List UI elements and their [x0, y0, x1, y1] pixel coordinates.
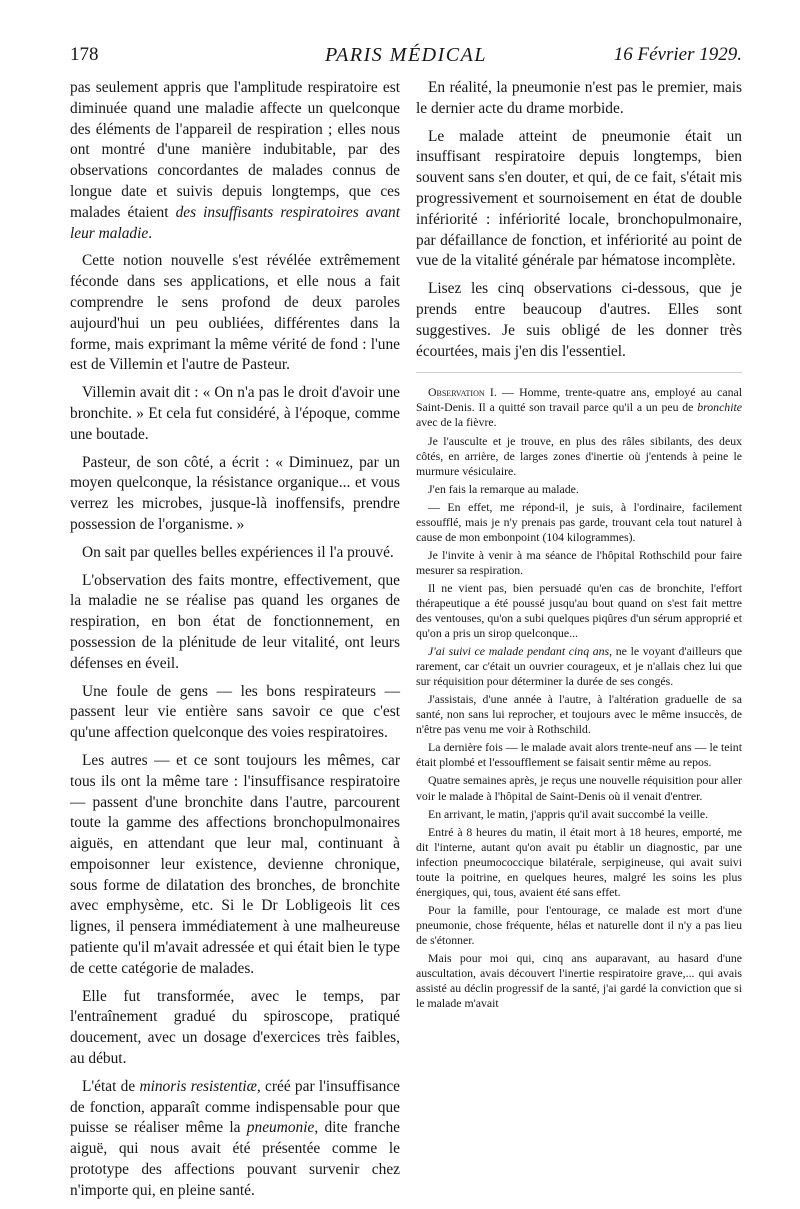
- italic-text: bronchite: [697, 400, 742, 415]
- paragraph: [416, 78, 742, 120]
- text-run: , dite franche aiguë, qui nous avait été présentée comme le prototype des affections pouvant survenir chez n'importe qui, en pleine santé.: [70, 1119, 400, 1199]
- italic-text: des insuffisants respiratoires avant leur maladie: [70, 203, 400, 242]
- text-run: Elle fut transformée, avec le temps, par l'entraînement gradué du spiroscope, pratiqué doucement, avec un dosage d'exercices très faibles, au début.: [70, 987, 400, 1068]
- observation-paragraph: [416, 548, 742, 578]
- text-run: — Homme, trente-quatre ans, employé au canal Saint-Denis. Il a quitté son travail parce qu'il a un peu de: [416, 385, 742, 415]
- text-run: Les autres — et ce sont toujours les mêmes, car tous ils ont la même tare : l'insuffisance respiratoire — passent d'une bronchite dans l'autre, parcourent toute la gamme des affections bronchopulmonaires aiguës, en attendant que leur mal, continuant à empoisonner leur existence, devienne chronique, sous forme de dilatation des bronches, de bronchite avec emphysème, etc. Si le Dr Lobligeois lit ces lignes, il pensera immédiatement à une malheureuse patiente qu'il m'avait adressée et qui était bien le type de cette catégorie de malades.: [70, 751, 400, 977]
- observation-paragraph: [416, 773, 742, 803]
- observation-paragraph: [416, 644, 742, 689]
- observation-paragraph: [416, 692, 742, 737]
- section-divider: [416, 372, 742, 373]
- text-run: En arrivant, le matin, j'appris qu'il avait succombé la veille.: [428, 806, 709, 821]
- paragraph: [70, 543, 400, 564]
- paragraph: [416, 279, 742, 362]
- paragraph: [416, 127, 742, 273]
- observation-paragraph: [416, 807, 742, 822]
- text-run: .: [148, 224, 153, 242]
- text-run: En réalité, la pneumonie n'est pas le premier, mais le dernier acte du drame morbide.: [416, 79, 742, 117]
- page-number: 178: [70, 44, 99, 65]
- observation-paragraph: [416, 482, 742, 497]
- text-run: On sait par quelles belles expériences il l'a prouvé.: [82, 543, 394, 561]
- text-run: Villemin avait dit : « On n'a pas le droit d'avoir une bronchite. » Et cela fut considéré, à l'époque, comme une boutade.: [70, 384, 400, 443]
- text-run: Le malade atteint de pneumonie était un insuffisant respiratoire depuis longtemps, bien souvent sans s'en douter, et qui, de ce fait, s'était mis progressivement et sournoisement en état de double infériorité : infériorité locale, bronchopulmonaire, par défaillance de fonction, et infériorité au point de vue de la vitalité générale par hématose incomplète.: [416, 127, 742, 270]
- text-run: Il ne vient pas, bien persuadé qu'en cas de bronchite, l'effort thérapeutique a été poussé jusqu'au bout quand on s'est fait mettre des ventouses, qu'on a subi quelques piqûres d'un sérum approprié et qu'on a pris un sirop quelconque...: [416, 580, 742, 641]
- journal-title: PARIS MÉDICAL: [325, 44, 487, 66]
- observation-heading: Observation I.: [428, 385, 497, 400]
- paragraph: [70, 571, 400, 675]
- text-run: Je l'invite à venir à ma séance de l'hôpital Rothschild pour faire mesurer sa respiration.: [416, 547, 742, 577]
- italic-text: J'ai suivi ce malade pendant cinq ans: [428, 644, 610, 659]
- text-run: Pour la famille, pour l'entourage, ce malade est mort d'une pneumonie, chose fréquente, hélas et naturelle dont il n'y a pas lieu de s'étonner.: [416, 902, 742, 947]
- text-run: La dernière fois — le malade avait alors trente-neuf ans — le teint était plombé et l'essoufflement se faisait sentir même au repos.: [416, 740, 742, 770]
- paragraph: [70, 78, 400, 244]
- text-run: L'état de: [82, 1077, 140, 1095]
- right-column-body: [416, 78, 742, 362]
- paragraph: [70, 1077, 400, 1202]
- text-run: J'assistais, d'une année à l'autre, à l'altération graduelle de sa santé, non sans lui reprocher, et toujours avec le même insuccès, de n'être pas venu me voir à Rothschild.: [416, 692, 742, 737]
- text-run: J'en fais la remarque au malade.: [428, 481, 579, 496]
- text-run: Pasteur, de son côté, a écrit : « Diminuez, par un moyen quelconque, la résistance organique... et vous verrez les microbes, jusque-là inoffensifs, prendre possession de l'organisme. »: [70, 453, 400, 533]
- text-run: Mais pour moi qui, cinq ans auparavant, au hasard d'une auscultation, avais découvert l'inertie respiratoire grave,... qui avais assisté au déclin progressif de la santé, j'ai gardé la conviction que si le malade m'avait: [416, 951, 742, 1011]
- paragraph: [70, 987, 400, 1070]
- paragraph: [70, 251, 400, 376]
- text-run: avec de la fièvre.: [416, 415, 497, 430]
- paragraph: [70, 383, 400, 445]
- left-column: [70, 78, 400, 1209]
- text-run: pas seulement appris que l'amplitude respiratoire est diminuée quand une maladie affecte un quelconque des éléments de l'appareil de respiration ; elles nous ont montré d'une manière indubitable, par des observations concordantes de malades connus de longue date et suivis depuis longtemps, que ces malades étaient: [70, 79, 400, 221]
- observation-paragraph: [416, 434, 742, 479]
- italic-text: pneumonie: [246, 1119, 315, 1137]
- text-run: Entré à 8 heures du matin, il était mort à 18 heures, emporté, me dit l'interne, autant qu'on avait pu établir un diagnostic, par une infection pneumococcique bilatérale, serpigineuse, qui avait suivi toute la poitrine, en quelques heures, malgré les soins les plus énergiques, qui, tous, avaient été sans effet.: [416, 824, 742, 899]
- observation-paragraph: [416, 951, 742, 1011]
- observation-paragraph: [416, 903, 742, 948]
- paragraph: [70, 682, 400, 744]
- right-column: [416, 78, 742, 1014]
- paragraph: [70, 751, 400, 980]
- issue-date: 16 Février 1929.: [613, 44, 742, 65]
- observation-paragraph: [416, 825, 742, 900]
- text-run: Lisez les cinq observations ci-dessous, que je prends entre beaucoup d'autres. Elles sont suggestives. Je suis obligé de les donner très écourtées, mais j'en dis l'essentiel.: [416, 280, 742, 360]
- observation-paragraph: [416, 740, 742, 770]
- italic-text: minoris resistentiæ: [139, 1077, 257, 1095]
- text-run: Cette notion nouvelle s'est révélée extrêmement féconde dans ses applications, et elle nous a fait comprendre le sens profond de deux paroles aujourd'hui un peu oubliées, différentes dans la forme, mais exprimant la même vérité de fond : l'une est de Villemin et l'autre de Pasteur.: [70, 252, 400, 374]
- text-run: , ne le voyant d'ailleurs que rarement, car c'était un ouvrier courageux, et je n'allais chez lui que sur réquisition pour déterminer la durée de ses congés.: [416, 644, 742, 689]
- text-run: , créé par l'insuffisance de fonction, apparaît comme indispensable pour que puisse se réaliser même la: [70, 1077, 400, 1137]
- observation-section: [416, 385, 742, 1011]
- text-run: Une foule de gens — les bons respirateurs — passent leur vie entière sans savoir ce que c'est qu'une affection quelconque des voies respiratoires.: [70, 682, 400, 742]
- text-run: — En effet, me répond-il, je suis, à l'ordinaire, facilement essoufflé, mais je n'y prenais pas garde, trouvant cela tout naturel à cause de mon embonpoint (104 kilogrammes).: [416, 499, 742, 544]
- observation-paragraph: [416, 581, 742, 641]
- text-run: L'observation des faits montre, effectivement, que la maladie ne se réalise pas quand les organes de respiration, en bon état de fonctionnement, en possession de la plénitude de leur vitalité, ont leurs défenses en éveil.: [70, 571, 400, 672]
- text-run: Je l'ausculte et je trouve, en plus des râles sibilants, des deux côtés, en arrière, de larges zones d'inertie où j'entends à peine le murmure vésiculaire.: [416, 433, 742, 478]
- paragraph: [70, 453, 400, 536]
- observation-paragraph: [416, 385, 742, 430]
- text-run: Quatre semaines après, je reçus une nouvelle réquisition pour aller voir le malade à l'hôpital de Saint-Denis où il venait d'entrer.: [416, 773, 742, 803]
- page-header: [70, 40, 742, 70]
- observation-paragraph: [416, 500, 742, 545]
